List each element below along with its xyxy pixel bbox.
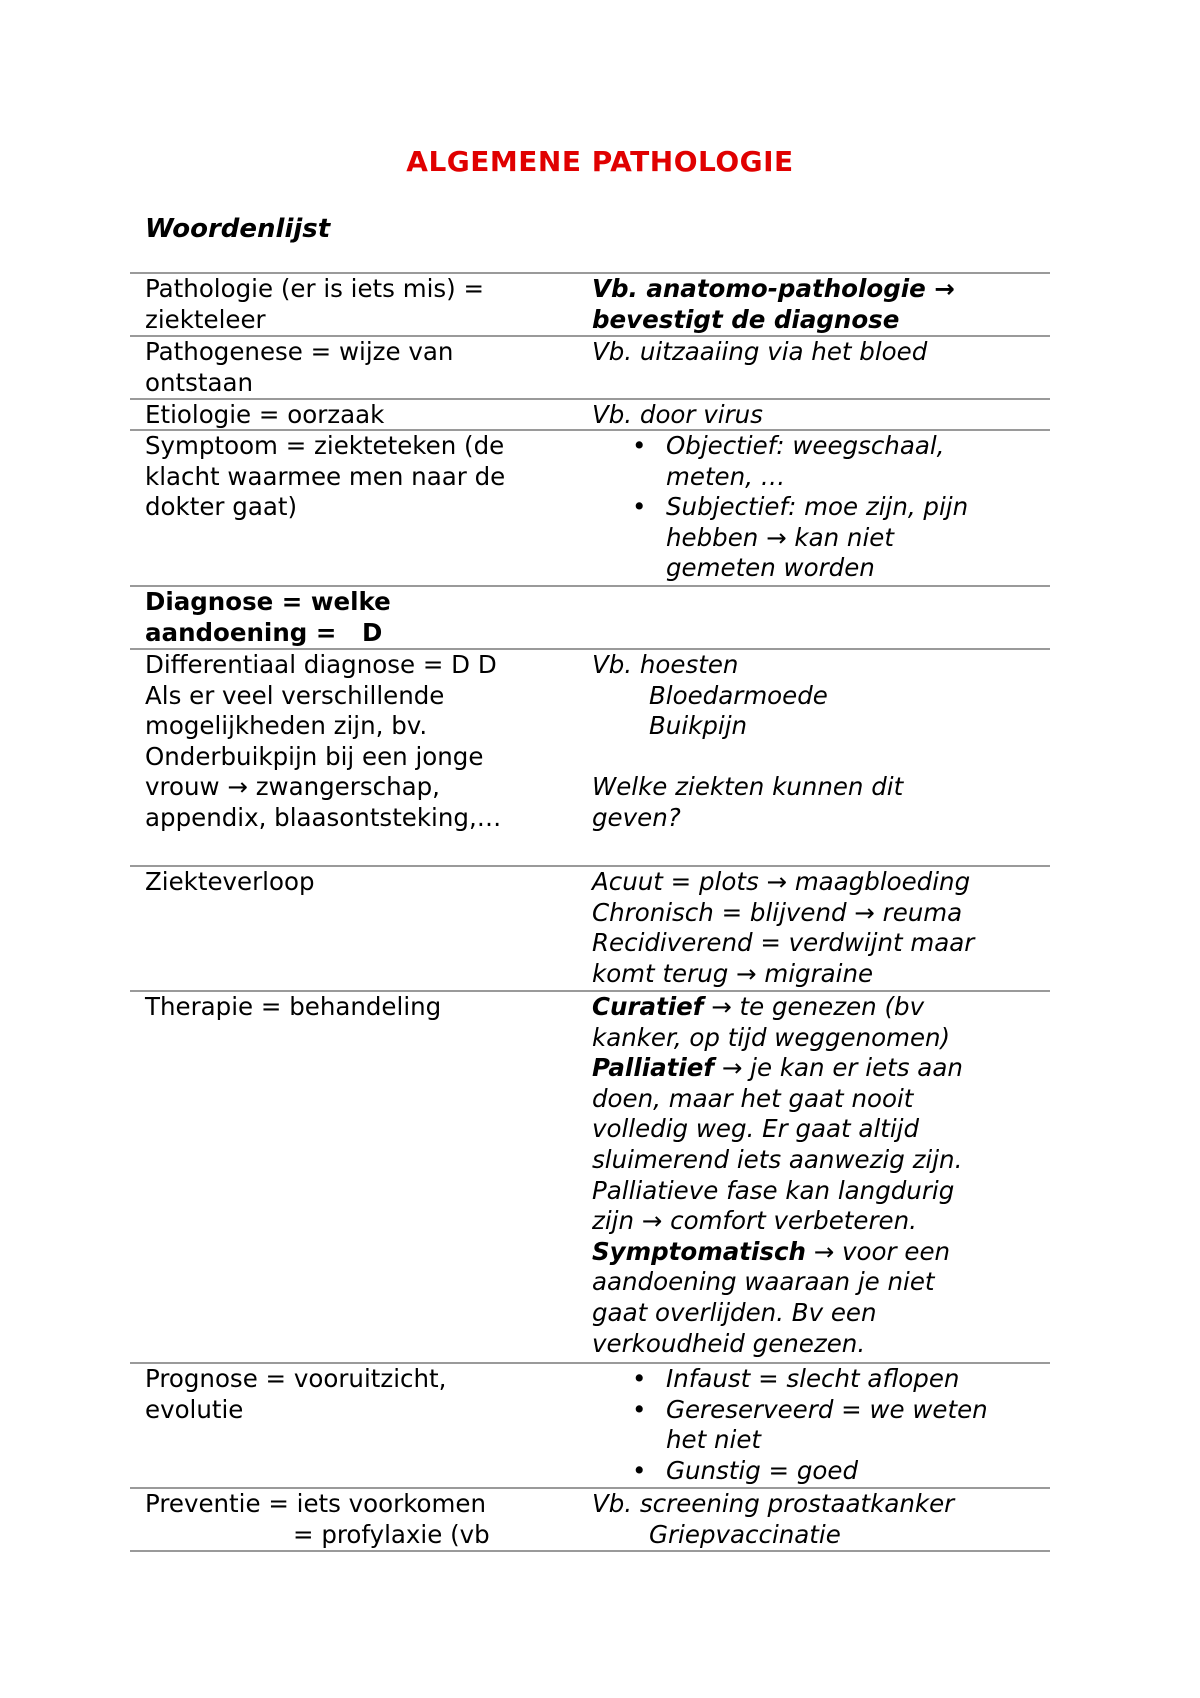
example-text: Palliatief → je kan er iets aan [592, 1053, 963, 1083]
example-cell [582, 650, 1050, 865]
example-cell [582, 992, 1050, 1362]
example-text: komt terug → migraine [592, 958, 874, 988]
example-text: Welke ziekten kunnen dit [592, 772, 904, 802]
example-text: Acuut = plots → maagbloeding [592, 867, 971, 896]
term-text: Symptoom = ziekteteken (de [145, 431, 505, 460]
term-cell [130, 1364, 582, 1487]
term-cell [130, 1489, 582, 1550]
example-text: Vb. screening prostaatkanker [592, 1489, 955, 1518]
example-text: Curatief → te genezen (bv [592, 992, 925, 1021]
term-cell [130, 274, 582, 335]
table-row [130, 431, 1050, 587]
bullet-icon: • [632, 431, 647, 460]
term-text: ontstaan [145, 367, 254, 397]
bullet-item: • Subjectief: moe zijn, pijn [632, 492, 969, 522]
page-title: ALGEMENE PATHOLOGIE [406, 145, 794, 178]
term-text: dokter gaat) [145, 492, 298, 522]
term-text: Als er veel verschillende [145, 680, 445, 710]
example-text: Buikpijn [649, 711, 748, 741]
bullet-item: • Gunstig = goed [632, 1455, 859, 1485]
example-text: bevestigt de diagnose [592, 304, 900, 334]
term-text: Etiologie = oorzaak [145, 400, 385, 429]
term-text: ziekteleer [145, 304, 266, 334]
therapy-type-palliatief: Palliatief [592, 1053, 715, 1083]
term-text: Pathogenese = wijze van [145, 337, 454, 366]
term-cell [130, 650, 582, 865]
bullet-icon: • [632, 1394, 647, 1424]
example-text: zijn → comfort verbeteren. [592, 1206, 917, 1236]
example-text: Chronisch = blijvend → reuma [592, 897, 963, 927]
term-text: evolutie [145, 1394, 244, 1424]
term-text: Diagnose = welke [145, 587, 391, 616]
example-text: Palliatieve fase kan langdurig [592, 1175, 955, 1205]
example-text: verkoudheid genezen. [592, 1328, 866, 1358]
term-text: aandoening = D [145, 617, 383, 647]
example-text: geven? [592, 802, 681, 832]
example-text: Vb. anatomo-pathologie → [592, 274, 955, 303]
term-cell [130, 992, 582, 1362]
example-cell [582, 400, 1050, 429]
term-cell [130, 337, 582, 398]
example-cell [582, 431, 1050, 585]
example-text: volledig weg. Er gaat altijd [592, 1114, 920, 1144]
table-row [130, 650, 1050, 867]
example-text: meten, … [666, 461, 786, 491]
example-text: sluimerend iets aanwezig zijn. [592, 1144, 963, 1174]
term-cell [130, 587, 582, 648]
example-text: Recidiverend = verdwijnt maar [592, 928, 975, 958]
table-row [130, 274, 1050, 337]
example-cell [582, 867, 1050, 990]
example-text: kanker, op tijd weggenomen) [592, 1022, 951, 1052]
term-text: Therapie = behandeling [145, 992, 442, 1021]
bullet-item: • Objectief: weegschaal, [632, 431, 945, 460]
example-text: gaat overlijden. Bv een [592, 1297, 877, 1327]
bullet-icon: • [632, 1455, 647, 1485]
table-row [130, 992, 1050, 1364]
term-text: mogelijkheden zijn, bv. [145, 711, 428, 741]
glossary-table [130, 272, 1050, 1552]
therapy-type-symptomatisch: Symptomatisch [592, 1236, 806, 1266]
table-row [130, 337, 1050, 400]
table-row [130, 1364, 1050, 1489]
example-text: aandoening waaraan je niet [592, 1267, 935, 1297]
term-text: Prognose = vooruitzicht, [145, 1364, 447, 1393]
example-text: Symptomatisch → voor een [592, 1236, 951, 1266]
example-text: Vb. door virus [592, 400, 763, 429]
table-row [130, 400, 1050, 431]
example-text: Bloedarmoede [649, 680, 828, 710]
example-cell [582, 1364, 1050, 1487]
term-text: Differentiaal diagnose = D D [145, 650, 497, 679]
example-text: hebben → kan niet [666, 522, 894, 552]
term-text: klacht waarmee men naar de [145, 461, 506, 491]
table-row [130, 867, 1050, 992]
bullet-item: • Gereserveerd = we weten [632, 1394, 988, 1424]
term-cell [130, 400, 582, 429]
term-text: Ziekteverloop [145, 867, 315, 896]
table-row [130, 587, 1050, 650]
example-text: doen, maar het gaat nooit [592, 1083, 914, 1113]
example-text: Vb. hoesten [592, 650, 739, 679]
bullet-icon: • [632, 1364, 647, 1393]
term-cell [130, 867, 582, 990]
example-text: Griepvaccinatie [649, 1519, 841, 1549]
term-text: appendix, blaasontsteking,… [145, 802, 502, 832]
example-cell [582, 1489, 1050, 1550]
term-text: Pathologie (er is iets mis) = [145, 274, 485, 303]
table-row [130, 1489, 1050, 1552]
term-text: Preventie = iets voorkomen [145, 1489, 487, 1518]
bullet-item: • Infaust = slecht aflopen [632, 1364, 960, 1393]
term-text: = profylaxie (vb [293, 1519, 490, 1549]
term-text: Onderbuikpijn bij een jonge [145, 741, 484, 771]
example-cell [582, 337, 1050, 398]
example-text: Vb. uitzaaiing via het bloed [592, 337, 928, 366]
bullet-icon: • [632, 492, 647, 522]
term-text: vrouw → zwangerschap, [145, 772, 440, 802]
therapy-type-curatief: Curatief [592, 992, 704, 1021]
example-text: het niet [666, 1425, 762, 1455]
example-cell [582, 274, 1050, 335]
section-heading: Woordenlijst [145, 214, 331, 244]
example-cell [582, 587, 1050, 648]
term-cell [130, 431, 582, 585]
example-text: gemeten worden [666, 553, 875, 583]
